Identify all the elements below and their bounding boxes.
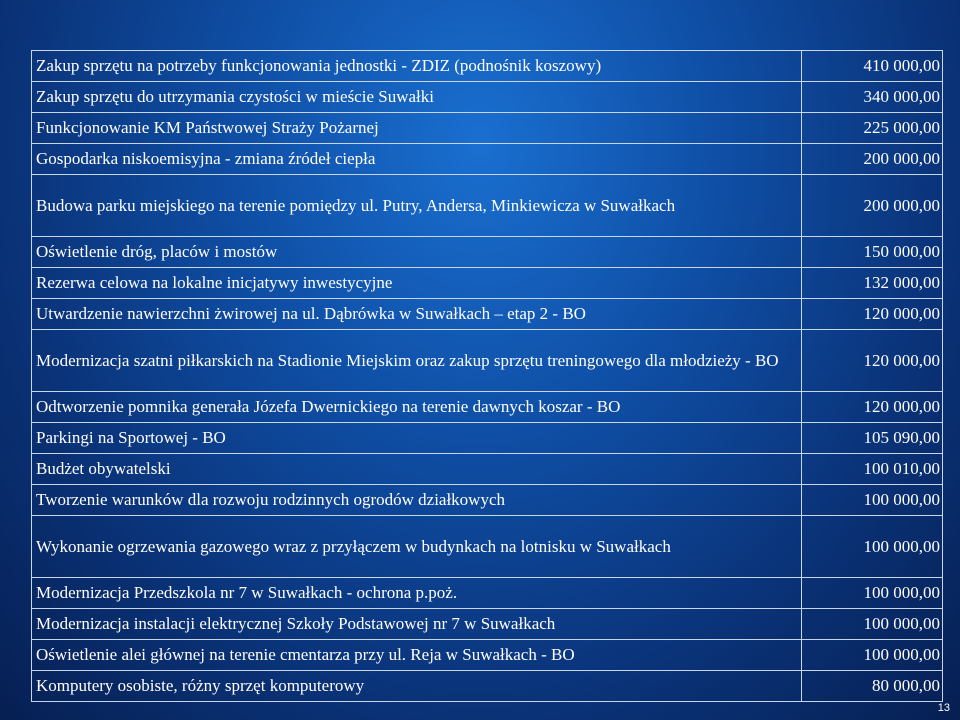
amount-cell: 100 010,00	[802, 454, 943, 485]
table-row	[32, 485, 943, 516]
table-row	[32, 671, 943, 702]
amount-cell: 100 000,00	[802, 578, 943, 609]
task-name-cell: Oświetlenie alei głównej na terenie cmentarza przy ul. Reja w Suwałkach - BO	[32, 640, 802, 671]
table-row	[32, 423, 943, 454]
task-name-cell: Funkcjonowanie KM Państwowej Straży Pożarnej	[32, 113, 802, 144]
amount-cell: 200 000,00	[802, 175, 943, 237]
task-name-cell: Odtworzenie pomnika generała Józefa Dwernickiego na terenie dawnych koszar - BO	[32, 392, 802, 423]
amount-cell: 132 000,00	[802, 268, 943, 299]
task-name-cell: Parkingi na Sportowej - BO	[32, 423, 802, 454]
task-name-cell: Oświetlenie dróg, placów i mostów	[32, 237, 802, 268]
table-row	[32, 299, 943, 330]
table-row	[32, 144, 943, 175]
table-row	[32, 113, 943, 144]
table-row	[32, 82, 943, 113]
table-row	[32, 175, 943, 237]
amount-cell: 410 000,00	[802, 51, 943, 82]
table-row	[32, 454, 943, 485]
table-row	[32, 392, 943, 423]
task-name-cell: Zakup sprzętu do utrzymania czystości w mieście Suwałki	[32, 82, 802, 113]
amount-cell: 80 000,00	[802, 671, 943, 702]
budget-table	[31, 50, 943, 702]
task-name-cell: Komputery osobiste, różny sprzęt komputerowy	[32, 671, 802, 702]
amount-cell: 100 000,00	[802, 485, 943, 516]
table-row	[32, 609, 943, 640]
amount-cell: 200 000,00	[802, 144, 943, 175]
task-name-cell: Modernizacja szatni piłkarskich na Stadionie Miejskim oraz zakup sprzętu treningowego dla młodzieży - BO	[32, 330, 802, 392]
amount-cell: 120 000,00	[802, 330, 943, 392]
table-row	[32, 268, 943, 299]
task-name-cell: Modernizacja instalacji elektrycznej Szkoły Podstawowej nr 7 w Suwałkach	[32, 609, 802, 640]
amount-cell: 100 000,00	[802, 609, 943, 640]
table-row	[32, 640, 943, 671]
budget-table-body	[32, 51, 943, 702]
task-name-cell: Wykonanie ogrzewania gazowego wraz z przyłączem w budynkach na lotnisku w Suwałkach	[32, 516, 802, 578]
task-name-cell: Gospodarka niskoemisyjna - zmiana źródeł ciepła	[32, 144, 802, 175]
task-name-cell: Budowa parku miejskiego na terenie pomiędzy ul. Putry, Andersa, Minkiewicza w Suwałkach	[32, 175, 802, 237]
amount-cell: 100 000,00	[802, 516, 943, 578]
page-number: 13	[937, 702, 950, 714]
amount-cell: 120 000,00	[802, 299, 943, 330]
table-row	[32, 237, 943, 268]
amount-cell: 340 000,00	[802, 82, 943, 113]
amount-cell: 100 000,00	[802, 640, 943, 671]
amount-cell: 105 090,00	[802, 423, 943, 454]
task-name-cell: Utwardzenie nawierzchni żwirowej na ul. Dąbrówka w Suwałkach – etap 2 - BO	[32, 299, 802, 330]
task-name-cell: Tworzenie warunków dla rozwoju rodzinnych ogrodów działkowych	[32, 485, 802, 516]
task-name-cell: Rezerwa celowa na lokalne inicjatywy inwestycyjne	[32, 268, 802, 299]
amount-cell: 150 000,00	[802, 237, 943, 268]
table-row	[32, 578, 943, 609]
table-row	[32, 516, 943, 578]
table-row	[32, 51, 943, 82]
task-name-cell: Modernizacja Przedszkola nr 7 w Suwałkach - ochrona p.poż.	[32, 578, 802, 609]
amount-cell: 120 000,00	[802, 392, 943, 423]
amount-cell: 225 000,00	[802, 113, 943, 144]
table-row	[32, 330, 943, 392]
task-name-cell: Budżet obywatelski	[32, 454, 802, 485]
task-name-cell: Zakup sprzętu na potrzeby funkcjonowania jednostki - ZDIZ (podnośnik koszowy)	[32, 51, 802, 82]
